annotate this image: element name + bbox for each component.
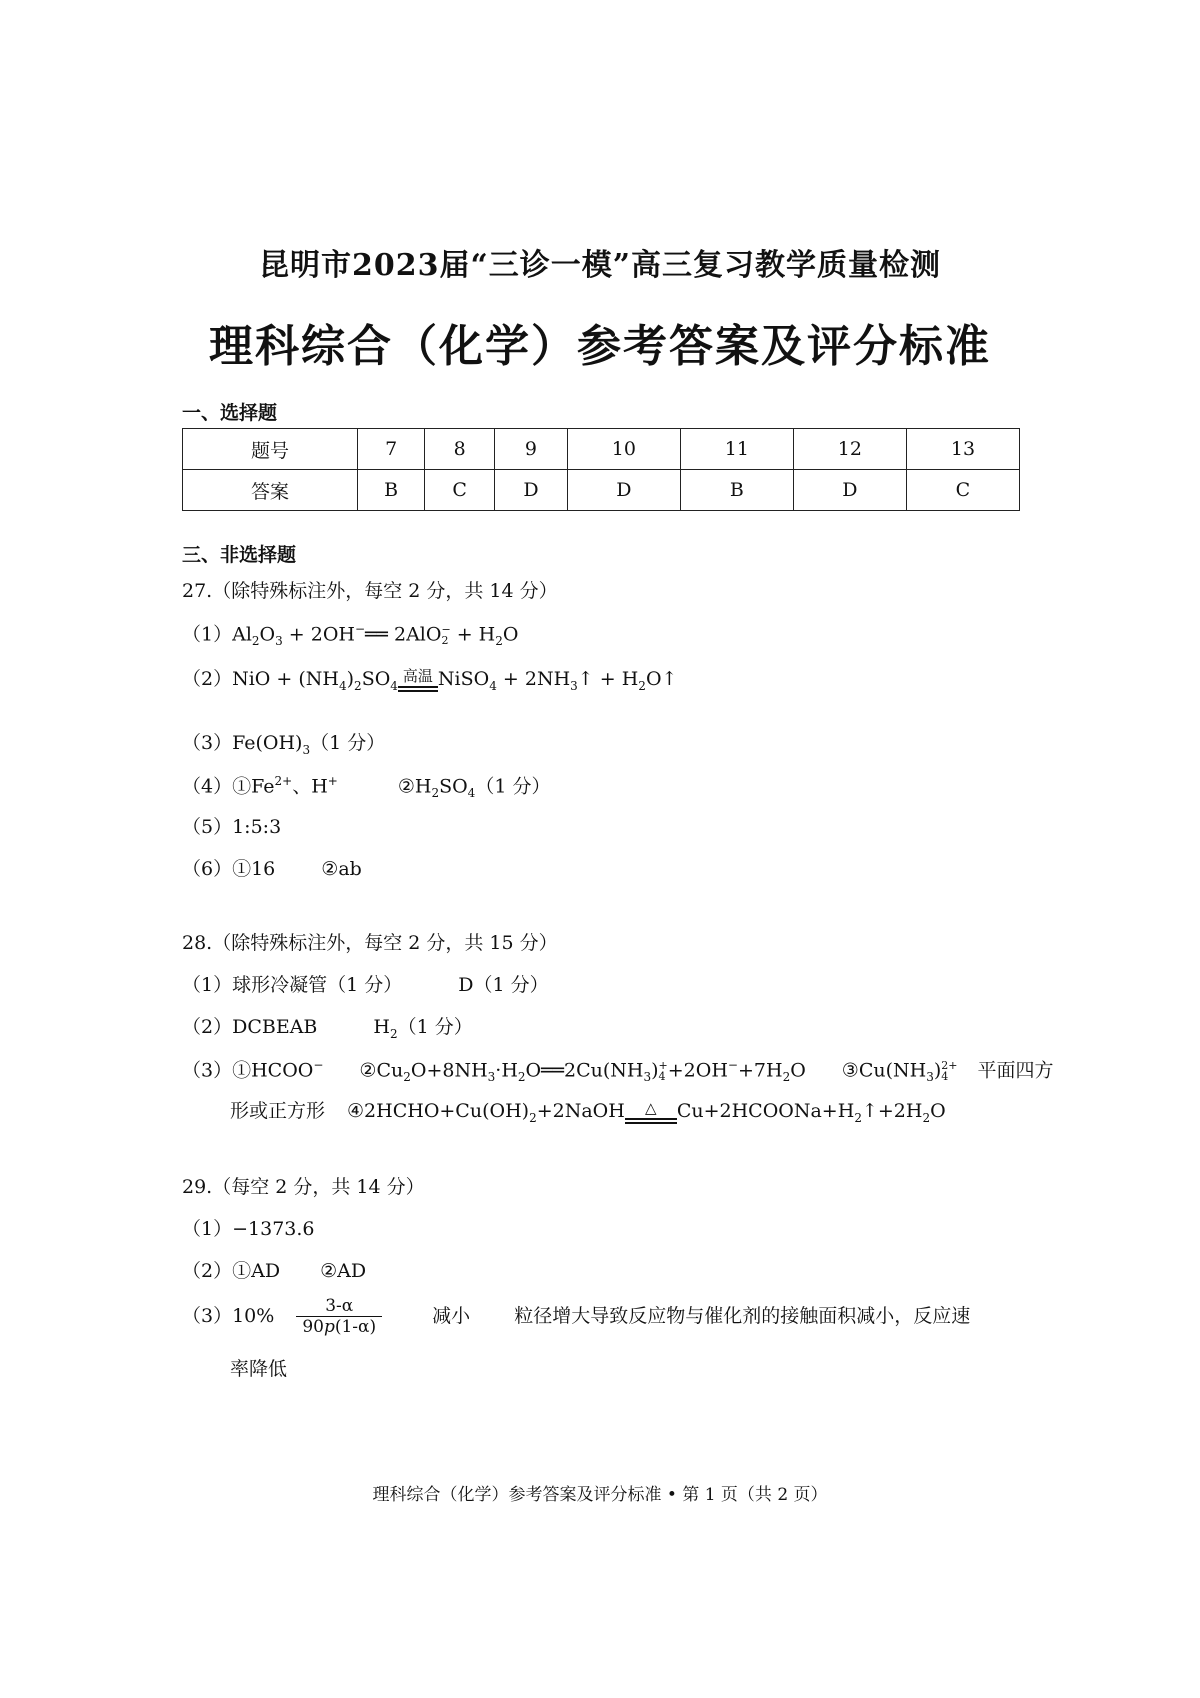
answer-cell: D <box>495 470 568 511</box>
q29-header: 29.（每空 2 分，共 14 分） <box>182 1176 425 1198</box>
table-row <box>183 429 1020 470</box>
answer-table <box>182 428 1020 511</box>
answer-cell: D <box>793 470 906 511</box>
q29-answer-1: （1）−1373.6 <box>182 1218 315 1240</box>
question-number: 11 <box>680 429 793 470</box>
q29-answer-3-cont: 率降低 <box>230 1358 288 1380</box>
q28-answer-2: （2）DCBEAB $H_2(1$ 分） <box>182 1016 473 1041</box>
page-footer: 理科综合（化学）参考答案及评分标准 • 第 1 页（共 2 页） <box>372 1485 828 1505</box>
row-label: 答案 <box>183 470 358 511</box>
question-number: 7 <box>358 429 425 470</box>
answer-cell: C <box>425 470 495 511</box>
q29-answer-3: （3）10% $\frac{3-\alpha}{90p(1-\alpha)}$ 减小 粒径增大导致反应物与催化剂的接触面积减小，反应速 <box>182 1296 971 1338</box>
question-number: 12 <box>793 429 906 470</box>
section-heading-choice: 一、选择题 <box>182 402 278 424</box>
table-row <box>183 470 1020 511</box>
q28-answer-3: （3）①HCOO− $②Cu_2O+8NH_3\cdot H_2O══2Cu(NH_3)$ + 4 $+2OH^-+7H_2O$ $③Cu(NH_3)$ 2+ 4 平面四方 <box>182 1058 1054 1085</box>
question-number: 10 <box>567 429 680 470</box>
q27-answer-1: $(1)Al_2O_3$ + 2OH−══ 2AlO − 2 + $H_2O$ <box>182 622 519 649</box>
question-number: 8 <box>425 429 495 470</box>
row-label: 题号 <box>183 429 358 470</box>
reaction-condition: 高温 <box>398 669 438 692</box>
question-number: 13 <box>906 429 1019 470</box>
q27-header: 27.（除特殊标注外，每空 2 分，共 14 分） <box>182 580 558 602</box>
q28-answer-3-cont: 形或正方形 $④2HCHO+Cu(OH)_2+2NaOH$ △ $Cu+2HCOONa+H_2↑+2H_2O$ <box>230 1098 946 1125</box>
section-heading-nonchoice: 三、非选择题 <box>182 544 297 566</box>
q27-answer-4: $(4)①Fe^{2+}$、H+ $②H_2SO_4(1$ 分） <box>182 774 551 801</box>
answer-cell: B <box>680 470 793 511</box>
q27-answer-6: （6）①16 ②ab <box>182 858 362 880</box>
q28-header: 28.（除特殊标注外，每空 2 分，共 15 分） <box>182 932 558 954</box>
reaction-condition: △ <box>625 1101 677 1124</box>
answer-cell: C <box>906 470 1019 511</box>
q27-answer-3: $(3)Fe(OH)_3(1$ 分） <box>182 732 386 757</box>
q28-answer-1: （1）球形冷凝管（1 分） D（1 分） <box>182 974 549 996</box>
answer-cell: B <box>358 470 425 511</box>
q27-answer-2: $(2)NiO + (NH_4)_2SO_4$ 高温 NiSO$_4$ + $2NH_3↑$ + $H_2O↑$ <box>182 666 678 693</box>
q29-answer-2: （2）①AD ②AD <box>182 1260 367 1282</box>
q27-answer-5: （5）1:5:3 <box>182 816 282 838</box>
document-subtitle: 理科综合（化学）参考答案及评分标准 <box>209 321 991 372</box>
question-number: 9 <box>495 429 568 470</box>
fraction-expression: $\frac{3-\alpha}{90p(1-\alpha)}$ <box>296 1296 382 1338</box>
document-title: 昆明市2023届“三诊一模”高三复习教学质量检测 <box>258 248 941 283</box>
answer-cell: D <box>567 470 680 511</box>
